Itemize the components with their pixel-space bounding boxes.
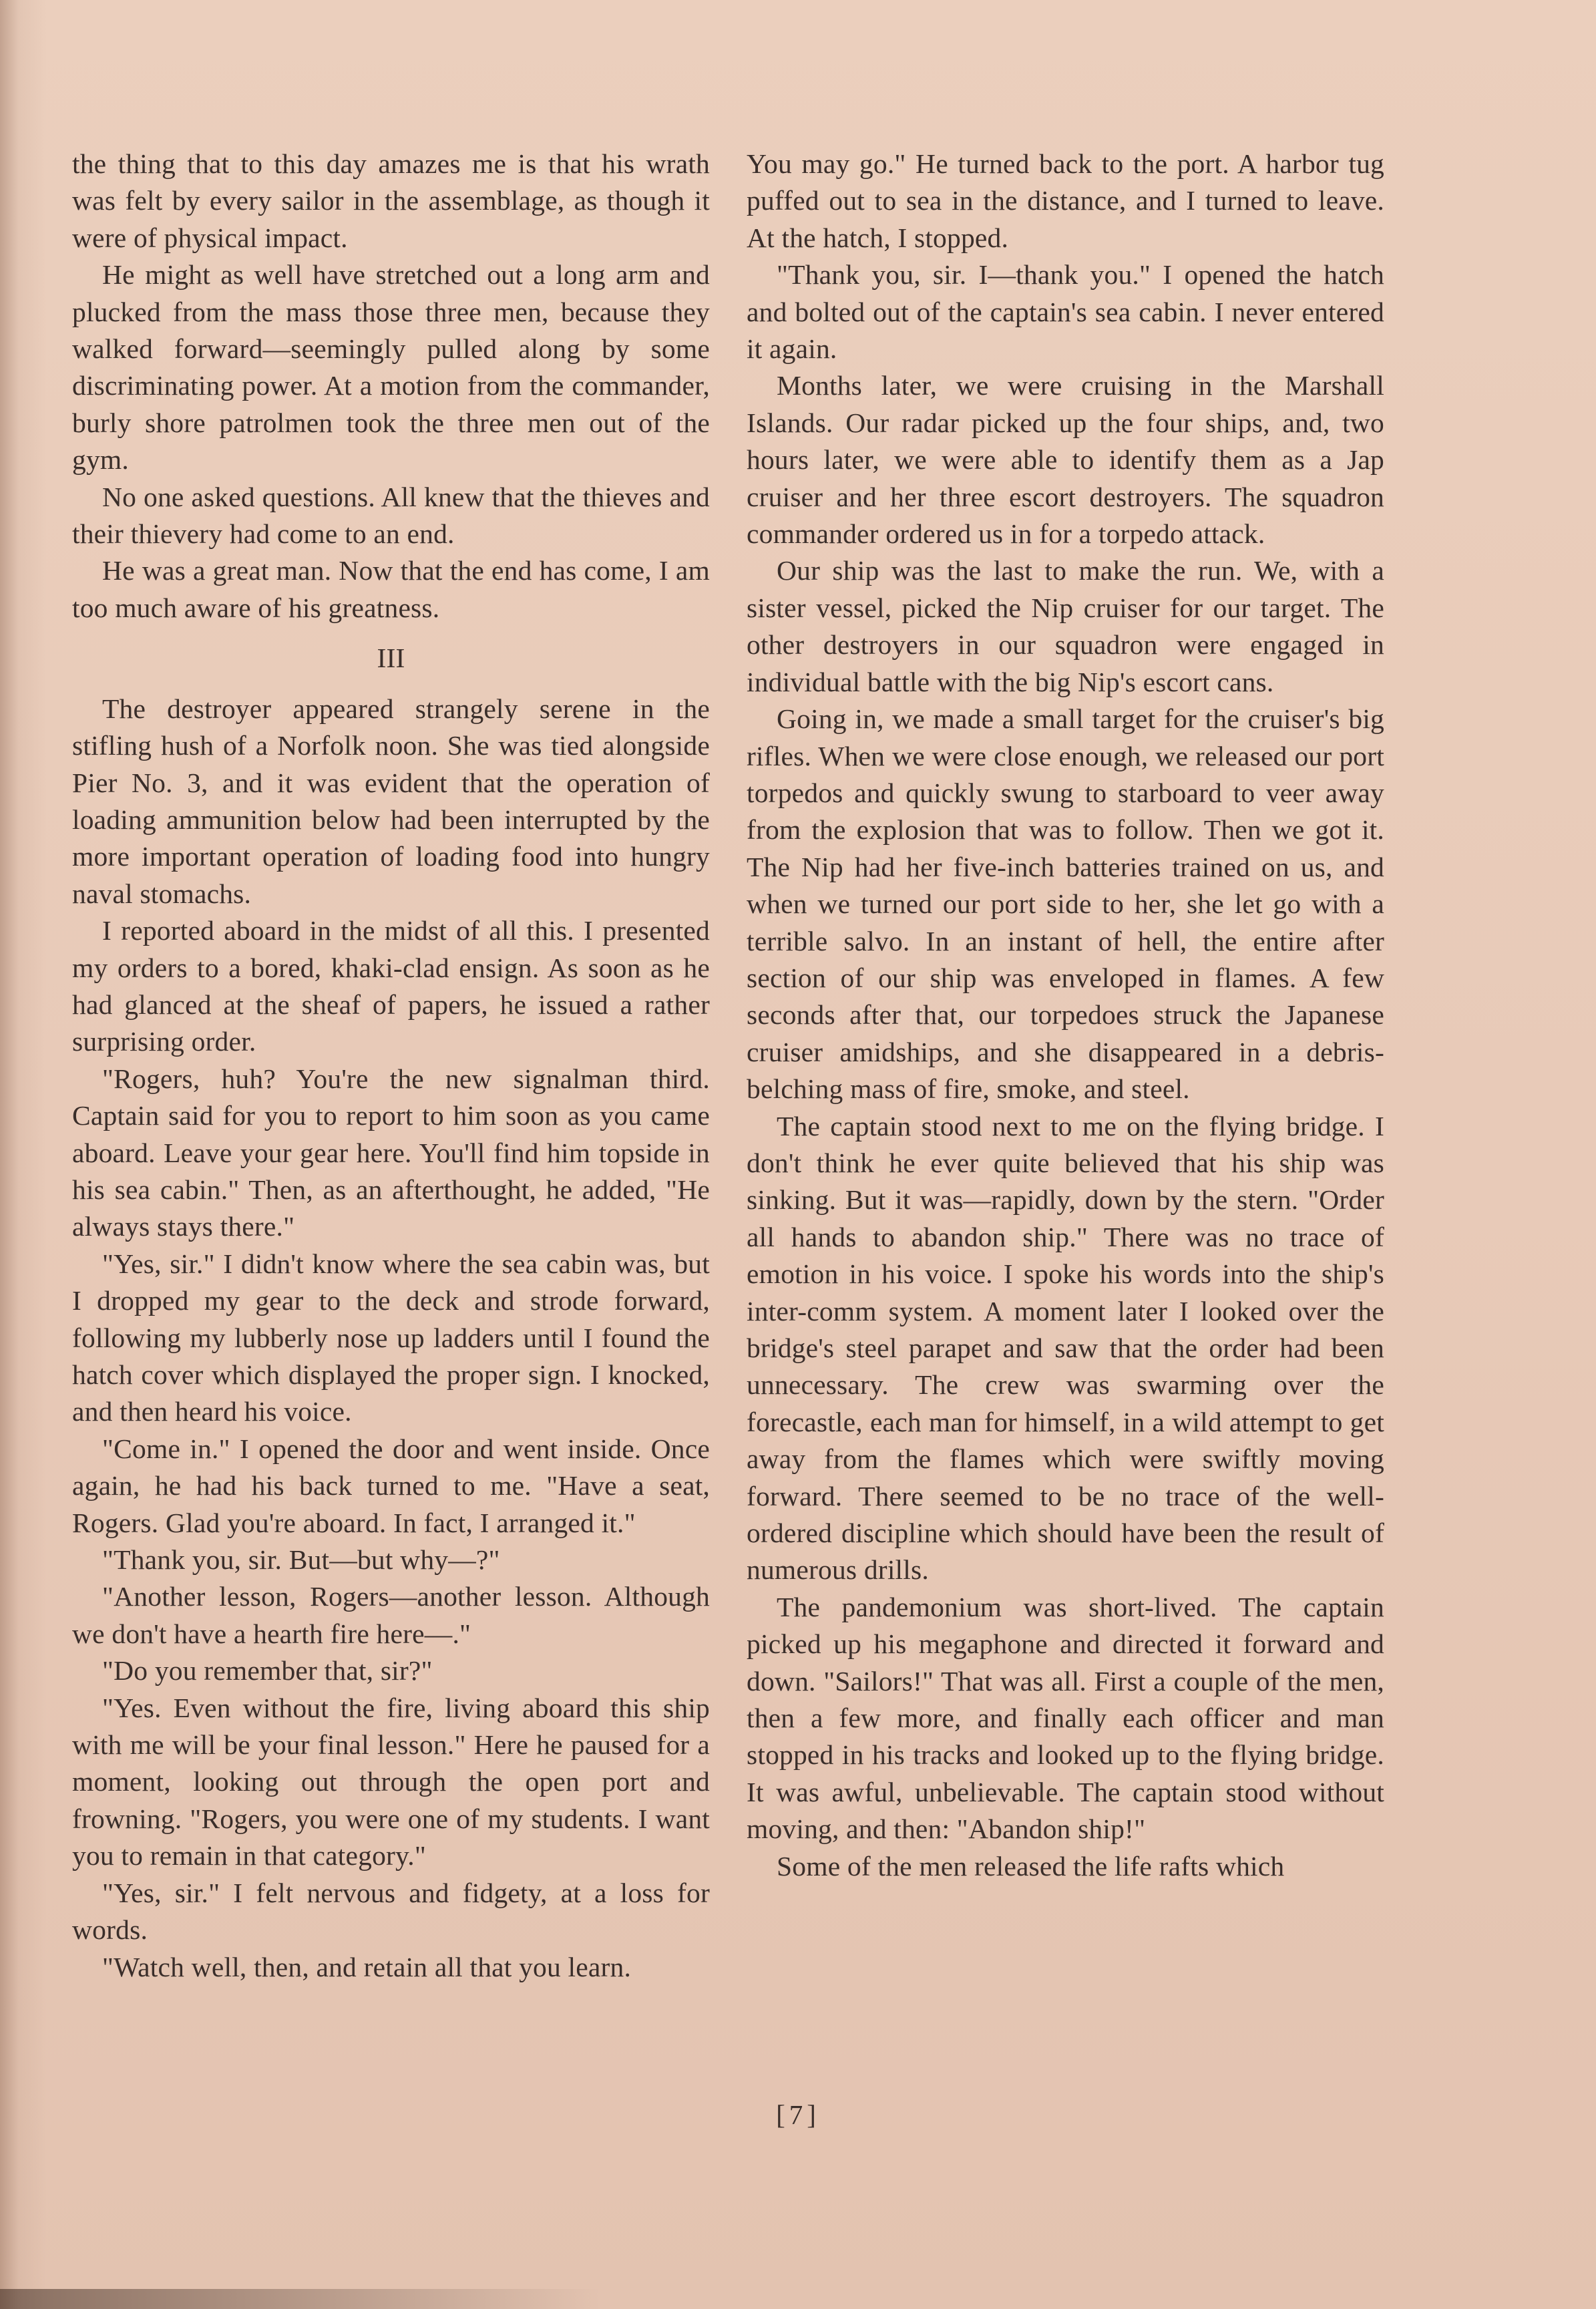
paragraph: He was a great man. Now that the end has come, I am too much aware of his greatness. [72,555,710,623]
scan-edge-shadow [0,2289,601,2309]
paragraph: "Yes, sir." I felt nervous and fidgety, at a loss for words. [72,1877,710,1946]
section-heading: III [377,643,405,674]
left-column [72,146,710,1986]
paragraph: "Come in." I opened the door and went inside. Once again, he had his back turned to me. "Have a seat, Rogers. Glad you're aboard. In fact, I arranged it." [72,1433,710,1538]
right-column [747,146,1384,1885]
paragraph: Our ship was the last to make the run. We, with a sister vessel, picked the Nip cruiser for our target. The other destroyers in our squadron were engaged in individual battle with the big Nip's escort cans. [747,555,1384,697]
paragraph: "Another lesson, Rogers—another lesson. Although we don't have a hearth fire here—." [72,1581,710,1649]
paragraph: "Thank you, sir. I—thank you." I opened the hatch and bolted out of the captain's sea cabin. I never entered it again. [747,259,1384,365]
page-number: [7] [776,2099,820,2130]
paragraph: The destroyer appeared strangely serene in the stifling hush of a Norfolk noon. She was tied alongside Pier No. 3, and it was evident that the operation of loading ammunition below had been interrupted by the more important operation of loading food into hungry naval stomachs. [72,693,710,909]
paragraph: Some of the men released the life rafts which [777,1850,1285,1882]
paragraph: He might as well have stretched out a long arm and plucked from the mass those three men, because they walked forward—seemingly pulled along by some discriminating power. At a motion from the commander, burly shore patrolmen took the three men out of the gym. [72,259,710,476]
paragraph: No one asked questions. All knew that the thieves and their thievery had come to an end. [72,481,710,550]
paragraph: You may go." He turned back to the port. A harbor tug puffed out to sea in the distance, and I turned to leave. At the hatch, I stopped. [747,148,1384,253]
paragraph: "Yes. Even without the fire, living aboard this ship with me will be your final lesson." Here he paused for a moment, looking out through the open port and frowning. "Rogers, you were one of my students. I want you to remain in that category." [72,1692,710,1872]
paragraph: I reported aboard in the midst of all this. I presented my orders to a bored, khaki-clad ensign. As soon as he had glanced at the sheaf of papers, he issued a rather surprising order. [72,915,710,1057]
paragraph: Going in, we made a small target for the cruiser's big rifles. When we were close enough, we released our port torpedos and quickly swung to starboard to veer away from the explosion that was to follow. Then we got it. The Nip had her five-inch batteries trained on us, and when we turned our port side to her, she let go with a terrible salvo. In an instant of hell, the entire after section of our ship was enveloped in flames. A few seconds after that, our torpedoes struck the Japanese cruiser amidships, and she disappeared in a debris-belching mass of fire, smoke, and steel. [747,703,1384,1105]
paragraph: The captain stood next to me on the flying bridge. I don't think he ever quite believed that his ship was sinking. But it was—rapidly, down by the stern. "Order all hands to abandon ship." There was no trace of emotion in his voice. I spoke his words into the ship's inter-comm system. A moment later I looked over the bridge's steel parapet and saw that the order had been unnecessary. The crew was swarming over the forecastle, each man for himself, in a wild attempt to get away from the flames which were swiftly moving forward. There seemed to be no trace of the well-ordered discipline which should have been the result of numerous drills. [747,1110,1384,1586]
paragraph: the thing that to this day amazes me is that his wrath was felt by every sailor in the assemblage, as though it were of physical impact. [72,148,710,253]
paragraph: "Rogers, huh? You're the new signalman third. Captain said for you to report to him soon as you came aboard. Leave your gear here. You'll find him topside in his sea cabin." Then, as an afterthought, he added, "He always stays there." [72,1063,710,1242]
paragraph: Months later, we were cruising in the Marshall Islands. Our radar picked up the four ships, and, two hours later, we were able to identify them as a Jap cruiser and her three escort destroyers. The squadron commander ordered us in for a torpedo attack. [747,370,1384,550]
paragraph: "Yes, sir." I didn't know where the sea cabin was, but I dropped my gear to the deck and strode forward, following my lubberly nose up ladders until I found the hatch cover which displayed the proper sign. I knocked, and then heard his voice. [72,1248,710,1427]
paragraph: The pandemonium was short-lived. The captain picked up his megaphone and directed it forward and down. "Sailors!" That was all. First a couple of the men, then a few more, and finally each officer and man stopped in his tracks and looked up to the flying bridge. It was awful, unbelievable. The captain stood without moving, and then: "Abandon ship!" [747,1591,1384,1845]
paragraph: "Thank you, sir. But—but why—?" [102,1544,500,1576]
paragraph: "Do you remember that, sir?" [102,1655,433,1686]
paragraph: "Watch well, then, and retain all that you learn. [102,1951,632,1982]
